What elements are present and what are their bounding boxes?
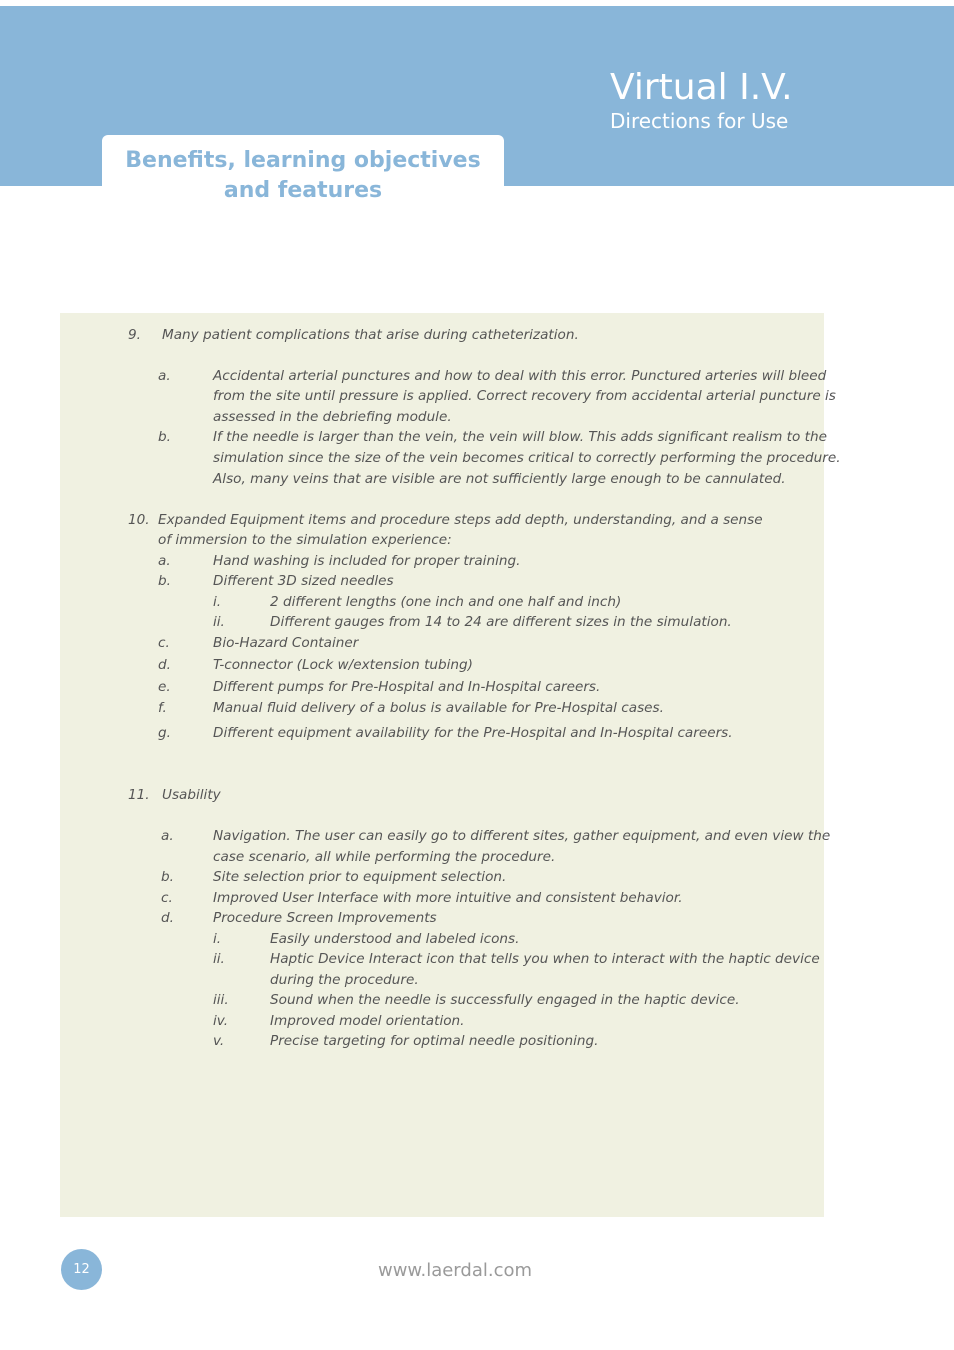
list-item-text: Manual fluid delivery of a bolus is available for Pre-Hospital cases. <box>213 700 664 716</box>
list-marker: i. <box>213 594 222 610</box>
list-item-text: Navigation. The user can easily go to different sites, gather equipment, and even view the <box>213 828 831 844</box>
list-item-text: simulation since the size of the vein becomes critical to correctly performing the procedure. <box>213 450 841 466</box>
list-marker: g. <box>158 725 171 741</box>
list-item-text: Improved model orientation. <box>270 1013 465 1029</box>
list-item-text: Different gauges from 14 to 24 are different sizes in the simulation. <box>270 614 732 630</box>
list-item-text: Different pumps for Pre-Hospital and In-Hospital careers. <box>213 679 601 695</box>
list-item-text: Also, many veins that are visible are not sufficiently large enough to be cannulated. <box>213 471 786 487</box>
list-item-text: Procedure Screen Improvements <box>213 910 437 926</box>
list-item-text: Many patient complications that arise during catheterization. <box>162 327 579 343</box>
list-item-text: Site selection prior to equipment selection. <box>213 869 507 885</box>
list-item-text: 2 different lengths (one inch and one half and inch) <box>270 594 622 610</box>
list-marker: a. <box>161 828 174 844</box>
list-marker: 9. <box>128 327 141 343</box>
list-marker: iv. <box>213 1013 229 1029</box>
list-item-text: Precise targeting for optimal needle positioning. <box>270 1033 599 1049</box>
section-title: Benefits, learning objectives and features <box>125 148 481 203</box>
list-marker: 11. <box>128 787 150 803</box>
brand-title: Virtual I.V. <box>610 67 793 108</box>
brand-subtitle: Directions for Use <box>610 109 789 133</box>
list-marker: ii. <box>213 951 225 967</box>
list-marker: iii. <box>213 992 229 1008</box>
list-item-text: Easily understood and labeled icons. <box>270 931 520 947</box>
list-marker: f. <box>158 700 167 716</box>
list-marker: e. <box>158 679 171 695</box>
list-marker: d. <box>161 910 174 926</box>
list-item-text: Different equipment availability for the Pre-Hospital and In-Hospital careers. <box>213 725 733 741</box>
list-item-text: Hand washing is included for proper training. <box>213 553 521 569</box>
list-item-text: of immersion to the simulation experience: <box>158 532 452 548</box>
list-marker: a. <box>158 368 171 384</box>
list-marker: b. <box>158 573 171 589</box>
list-item-text: Usability <box>162 787 221 803</box>
list-marker: ii. <box>213 614 225 630</box>
list-marker: b. <box>161 869 174 885</box>
list-item-text: If the needle is larger than the vein, the vein will blow. This adds significant realism to the <box>213 429 827 445</box>
list-marker: c. <box>161 890 173 906</box>
list-item-text: assessed in the debriefing module. <box>213 409 452 425</box>
list-item-text: during the procedure. <box>270 972 419 988</box>
list-item-text: Accidental arterial punctures and how to deal with this error. Punctured arteries will bleed <box>213 368 827 384</box>
list-item-text: case scenario, all while performing the procedure. <box>213 849 556 865</box>
list-item-text: Improved User Interface with more intuitive and consistent behavior. <box>213 890 683 906</box>
list-item-text: Sound when the needle is successfully engaged in the haptic device. <box>270 992 740 1008</box>
list-item-text: T-connector (Lock w/extension tubing) <box>213 657 473 673</box>
list-item-text: Expanded Equipment items and procedure steps add depth, understanding, and a sense <box>158 512 763 528</box>
list-marker: i. <box>213 931 222 947</box>
list-marker: 10. <box>128 512 150 528</box>
list-marker: c. <box>158 635 170 651</box>
list-item-text: Bio-Hazard Container <box>213 635 359 651</box>
list-item-text: from the site until pressure is applied. Correct recovery from accidental arterial puncture is <box>213 388 836 404</box>
list-item-text: Haptic Device Interact icon that tells you when to interact with the haptic device <box>270 951 820 967</box>
list-marker: b. <box>158 429 171 445</box>
footer-url[interactable]: www.laerdal.com <box>377 1260 533 1281</box>
list-item-text: Different 3D sized needles <box>213 573 394 589</box>
list-marker: d. <box>158 657 171 673</box>
list-marker: a. <box>158 553 171 569</box>
list-marker: v. <box>213 1033 225 1049</box>
page-number-badge: 12 <box>61 1249 102 1290</box>
